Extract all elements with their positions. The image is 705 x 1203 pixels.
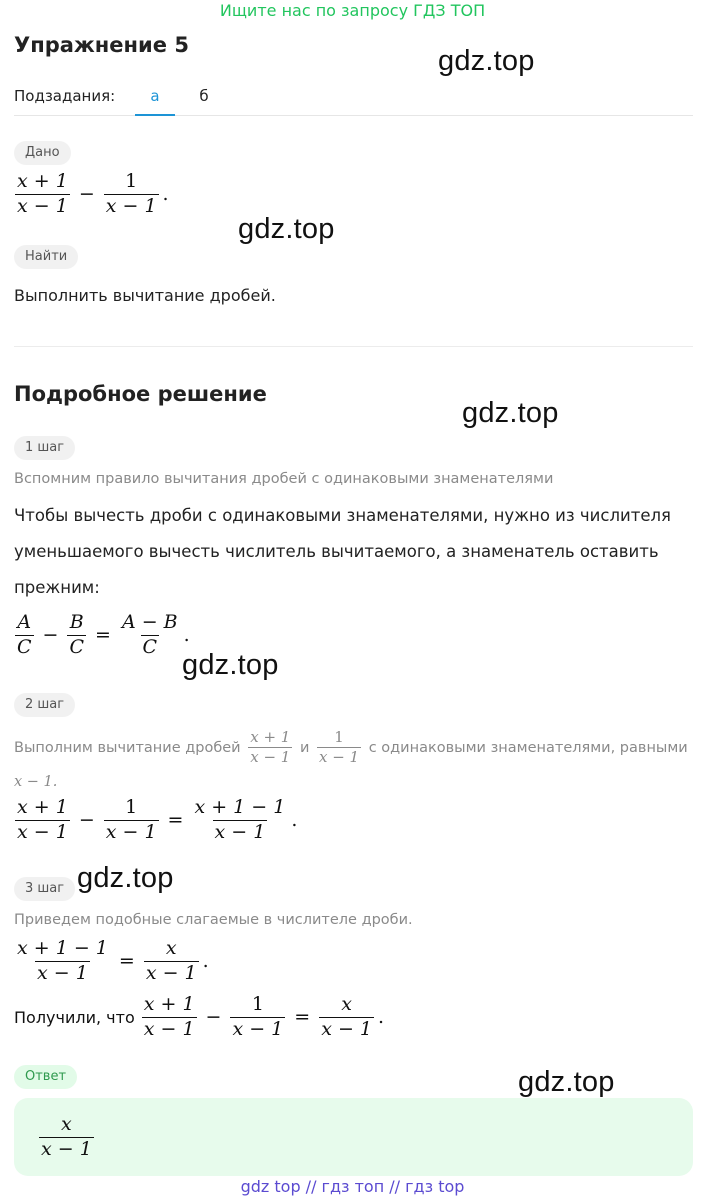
given-badge: Дано <box>14 141 71 165</box>
watermark: gdz.top <box>238 213 335 245</box>
step-1-badge: 1 шаг <box>14 436 75 460</box>
step-2-hint: Выполним вычитание дробей $\frac{x + 1}{x - 1}$ и $\frac{1}{x - 1}$ с одинаковыми знаменателями, равными x − 1. <box>14 728 688 790</box>
step-1-hint: Вспомним правило вычитания дробей с одинаковыми знаменателями <box>14 471 554 487</box>
step-1-text: Чтобы вычесть дроби с одинаковыми знаменателями, нужно из числителя уменьшаемого вычесть числитель вычитаемого, а знаменатель оставить прежним: <box>14 506 671 597</box>
fraction: $\frac{1}{x - 1}$ <box>105 796 157 843</box>
watermark: gdz.top <box>438 45 535 77</box>
find-badge: Найти <box>14 245 78 269</box>
fraction: $\frac{x + 1 - 1}{x - 1}$ <box>17 937 108 984</box>
find-text: Выполнить вычитание дробей. <box>14 286 276 305</box>
step-2-badge: 2 шаг <box>14 693 75 717</box>
answer-badge: Ответ <box>14 1065 77 1089</box>
watermark: gdz.top <box>462 397 559 429</box>
subtask-tab-a[interactable]: а <box>135 87 175 116</box>
fraction: $\frac{A - B}{C}$ <box>121 611 178 658</box>
fraction: $\frac{x}{x - 1}$ <box>145 937 197 984</box>
fraction: $\frac{1}{x - 1}$ <box>105 170 157 217</box>
fraction: $\frac{A}{C}$ <box>17 611 32 658</box>
bottom-banner[interactable]: gdz top // гдз топ // гдз top <box>240 1177 465 1196</box>
fraction: $\frac{B}{C}$ <box>69 611 85 658</box>
watermark: gdz.top <box>77 862 174 894</box>
answer-fraction: $\frac{x}{x - 1}$ <box>41 1113 92 1160</box>
fraction: $\frac{x + 1}{x - 1}$ <box>17 170 68 217</box>
step-3-result: Получили, что $\frac{x + 1}{x - 1}$ − $\frac{1}{x - 1}$ = $\frac{x}{x - 1}$ . <box>14 993 385 1040</box>
solution-title: Подробное решение <box>14 382 267 406</box>
subtasks-label: Подзадания: <box>14 87 116 105</box>
fraction: $\frac{x}{x - 1}$ <box>321 993 373 1040</box>
step-3-formula: $\frac{x + 1 - 1}{x - 1}$ = $\frac{x}{x - 1}$ . <box>17 937 209 984</box>
fraction: $\frac{x + 1}{x - 1}$ <box>143 993 195 1040</box>
given-expression: $\frac{x + 1}{x - 1}$ − $\frac{1}{x - 1}$ . <box>17 170 169 217</box>
fraction: $\frac{1}{x - 1}$ <box>232 993 284 1040</box>
step-1-formula: $\frac{A}{C}$ − $\frac{B}{C}$ = $\frac{A - B}{C}$ . <box>17 611 190 658</box>
fraction: $\frac{x + 1}{x - 1}$ <box>17 796 68 843</box>
exercise-title: Упражнение 5 <box>14 33 189 57</box>
subtask-tab-b[interactable]: б <box>199 87 209 105</box>
step-2-formula: $\frac{x + 1}{x - 1}$ − $\frac{1}{x - 1}$ = $\frac{x + 1 - 1}{x - 1}$ . <box>17 796 298 843</box>
subtasks-row <box>14 86 693 116</box>
step-3-badge: 3 шаг <box>14 877 75 901</box>
answer-box <box>14 1098 693 1176</box>
top-banner[interactable]: Ищите нас по запросу ГДЗ ТОП <box>219 1 486 20</box>
step-3-hint: Приведем подобные слагаемые в числителе дроби. <box>14 912 413 928</box>
fraction: $\frac{x + 1 - 1}{x - 1}$ <box>194 796 286 843</box>
divider <box>14 346 693 347</box>
watermark: gdz.top <box>182 649 279 681</box>
watermark: gdz.top <box>518 1066 615 1098</box>
